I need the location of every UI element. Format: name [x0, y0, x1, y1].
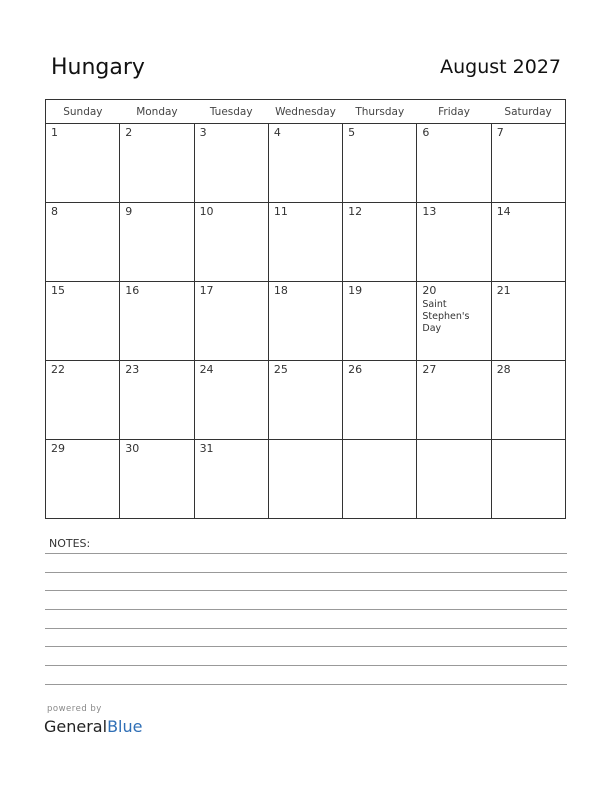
weekday-header: Sunday — [46, 100, 120, 124]
day-number: 12 — [348, 205, 363, 218]
notes-line — [45, 609, 567, 610]
weekday-header: Friday — [417, 100, 491, 124]
weekday-header: Saturday — [491, 100, 565, 124]
notes-line — [45, 628, 567, 629]
day-cell — [268, 203, 342, 282]
day-number: 13 — [422, 205, 437, 218]
day-cell — [343, 361, 417, 440]
day-cell — [194, 124, 268, 203]
holiday-label: Saint Stephen's Day — [422, 299, 470, 334]
day-number: 24 — [199, 363, 214, 376]
day-cell — [194, 361, 268, 440]
day-cell — [120, 282, 194, 361]
weekday-header: Monday — [120, 100, 194, 124]
day-cell — [46, 440, 120, 519]
day-cell — [491, 282, 565, 361]
day-number: 22 — [51, 363, 65, 376]
day-number: 30 — [125, 442, 140, 455]
day-cell — [120, 124, 194, 203]
day-number: 28 — [496, 363, 511, 376]
day-cell — [194, 203, 268, 282]
day-number: 17 — [199, 284, 214, 297]
day-number: 15 — [51, 284, 65, 297]
notes-line — [45, 553, 567, 554]
day-cell — [343, 282, 417, 361]
weekday-header: Wednesday — [268, 100, 342, 124]
day-number: 25 — [273, 363, 288, 376]
day-number: 6 — [422, 126, 430, 139]
notes-line — [45, 646, 567, 647]
day-number: 27 — [422, 363, 437, 376]
day-number: 10 — [199, 205, 214, 218]
day-cell — [120, 361, 194, 440]
week-row — [46, 282, 566, 361]
notes-line — [45, 665, 567, 666]
day-cell — [268, 361, 342, 440]
day-number: 3 — [199, 126, 207, 139]
day-cell — [417, 203, 491, 282]
day-cell — [46, 282, 120, 361]
brand-logo — [44, 717, 142, 736]
notes-line — [45, 684, 567, 685]
day-cell — [268, 124, 342, 203]
day-number: 20 — [422, 284, 437, 297]
day-cell — [417, 282, 491, 361]
country-title: Hungary — [51, 55, 145, 80]
day-number: 29 — [51, 442, 65, 455]
day-cell — [491, 361, 565, 440]
day-cell — [343, 203, 417, 282]
day-number: 16 — [125, 284, 140, 297]
weekday-header: Thursday — [343, 100, 417, 124]
day-cell — [417, 361, 491, 440]
week-row — [46, 440, 566, 519]
day-number: 5 — [348, 126, 356, 139]
weekday-header: Tuesday — [194, 100, 268, 124]
day-cell — [491, 440, 565, 519]
brand-general-text: General — [44, 717, 108, 736]
calendar-grid — [45, 99, 566, 519]
notes-line — [45, 572, 567, 573]
day-number: 4 — [273, 126, 281, 139]
day-number: 31 — [199, 442, 214, 455]
day-cell — [343, 124, 417, 203]
week-row — [46, 361, 566, 440]
day-number: 18 — [273, 284, 288, 297]
day-cell — [491, 124, 565, 203]
week-row — [46, 203, 566, 282]
brand-blue-text: Blue — [107, 717, 143, 736]
notes-label: NOTES: — [49, 537, 91, 550]
day-number: 26 — [348, 363, 363, 376]
day-cell — [194, 440, 268, 519]
day-number: 19 — [348, 284, 363, 297]
month-year-title: August 2027 — [440, 56, 561, 78]
day-cell — [120, 203, 194, 282]
day-number: 2 — [125, 126, 133, 139]
day-number: 14 — [496, 205, 511, 218]
day-number: 23 — [125, 363, 140, 376]
day-cell — [417, 124, 491, 203]
day-cell — [46, 361, 120, 440]
day-cell — [194, 282, 268, 361]
day-cell — [46, 124, 120, 203]
weekday-header-row — [46, 100, 566, 124]
day-number: 9 — [125, 205, 133, 218]
day-number: 1 — [51, 126, 58, 139]
day-cell — [491, 203, 565, 282]
day-cell — [120, 440, 194, 519]
day-cell — [268, 282, 342, 361]
day-cell — [46, 203, 120, 282]
powered-by-text: powered by — [47, 704, 102, 714]
day-number: 8 — [51, 205, 58, 218]
notes-line — [45, 590, 567, 591]
day-cell — [343, 440, 417, 519]
day-cell — [417, 440, 491, 519]
week-row — [46, 124, 566, 203]
day-number: 11 — [273, 205, 288, 218]
day-number: 21 — [496, 284, 511, 297]
day-number: 7 — [496, 126, 504, 139]
day-cell — [268, 440, 342, 519]
